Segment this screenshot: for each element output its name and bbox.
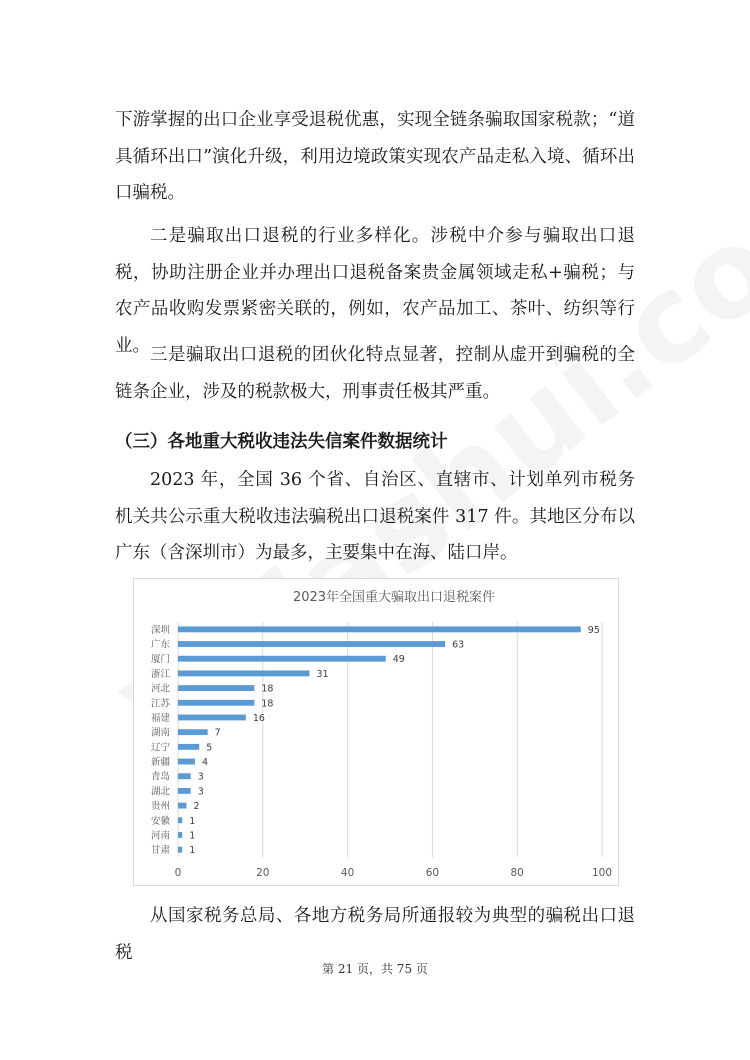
bar-6 bbox=[178, 715, 246, 721]
category-label: 湖南 bbox=[150, 727, 170, 739]
category-label: 青岛 bbox=[150, 771, 170, 783]
data-label: 95 bbox=[587, 624, 600, 636]
bar-chart bbox=[133, 578, 619, 886]
x-tick-label: 80 bbox=[510, 867, 524, 879]
x-tick-label: 100 bbox=[591, 867, 613, 879]
category-label: 厦门 bbox=[150, 654, 170, 666]
category-label: 湖北 bbox=[150, 786, 170, 798]
bar-7 bbox=[178, 729, 208, 735]
data-label: 63 bbox=[452, 639, 465, 651]
data-label: 1 bbox=[189, 845, 196, 857]
bar-10 bbox=[178, 773, 191, 779]
category-label: 甘肃 bbox=[150, 845, 170, 857]
paragraph-1: 下游掌握的出口企业享受退税优惠，实现全链条骗取国家税款；“道具循环出口”演化升级，利用边境政策实现农产品走私入境、循环出口骗税。 bbox=[115, 110, 635, 203]
bar-14 bbox=[178, 832, 182, 838]
category-label: 新疆 bbox=[150, 757, 170, 769]
bar-0 bbox=[178, 626, 581, 632]
category-label: 贵州 bbox=[150, 801, 170, 813]
data-label: 1 bbox=[189, 815, 196, 827]
bar-5 bbox=[178, 700, 254, 706]
page-footer: 第 21 页，共 75 页 bbox=[322, 962, 428, 976]
chart-title: 2023年全国重大骗取出口退税案件 bbox=[292, 590, 496, 605]
paragraph-3: 三是骗取出口退税的团伙化特点显著，控制从虚开到骗税的全链条企业，涉及的税款极大，刑事责任极其严重。 bbox=[115, 345, 635, 402]
bar-12 bbox=[178, 803, 186, 809]
data-label: 4 bbox=[201, 757, 209, 769]
category-label: 河北 bbox=[150, 683, 170, 695]
bar-4 bbox=[178, 685, 254, 691]
bar-2 bbox=[178, 656, 386, 662]
data-label: 3 bbox=[197, 771, 204, 783]
category-label: 深圳 bbox=[150, 624, 170, 636]
paragraph-5: 从国家税务总局、各地方税务局所通报较为典型的骗税出口退税 bbox=[115, 906, 635, 963]
category-label: 福建 bbox=[150, 712, 170, 724]
paragraph-4: 2023 年，全国 36 个省、自治区、直辖市、计划单列市税务机关共公示重大税收违法骗税出口退税案件 317 件。其地区分布以广东（含深圳市）为最多，主要集中在海、陆口岸。 bbox=[115, 470, 635, 563]
data-label: 3 bbox=[197, 786, 204, 798]
data-label: 49 bbox=[392, 654, 405, 666]
paragraph-2: 二是骗取出口退税的行业多样化。涉税中介参与骗取出口退税，协助注册企业并办理出口退税备案贵金属领域走私+骗税；与农产品收购发票紧密关联的，例如，农产品加工、茶叶、纺织等行业。 bbox=[115, 226, 635, 356]
data-label: 7 bbox=[214, 727, 221, 739]
category-label: 浙江 bbox=[150, 668, 170, 680]
category-label: 河南 bbox=[150, 830, 170, 842]
category-label: 安徽 bbox=[150, 815, 170, 827]
bar-13 bbox=[178, 817, 182, 823]
x-tick-label: 20 bbox=[256, 867, 270, 879]
bar-9 bbox=[178, 759, 195, 765]
category-label: 江苏 bbox=[150, 698, 170, 710]
bar-8 bbox=[178, 744, 199, 750]
bar-1 bbox=[178, 641, 445, 647]
bar-15 bbox=[178, 847, 182, 853]
bar-11 bbox=[178, 788, 191, 794]
data-label: 16 bbox=[252, 712, 265, 724]
x-tick-label: 60 bbox=[425, 867, 440, 879]
x-tick-label: 0 bbox=[174, 867, 182, 879]
data-label: 31 bbox=[316, 668, 329, 680]
data-label: 18 bbox=[261, 698, 274, 710]
chart-svg bbox=[134, 579, 618, 885]
section-heading: （三）各地重大税收违法失信案件数据统计 bbox=[115, 432, 448, 452]
data-label: 2 bbox=[193, 801, 200, 813]
data-label: 5 bbox=[206, 742, 213, 754]
category-label: 辽宁 bbox=[150, 742, 170, 754]
data-label: 18 bbox=[261, 683, 274, 695]
x-tick-label: 40 bbox=[340, 867, 355, 879]
category-label: 广东 bbox=[150, 639, 170, 651]
bar-3 bbox=[178, 670, 309, 676]
data-label: 1 bbox=[189, 830, 196, 842]
